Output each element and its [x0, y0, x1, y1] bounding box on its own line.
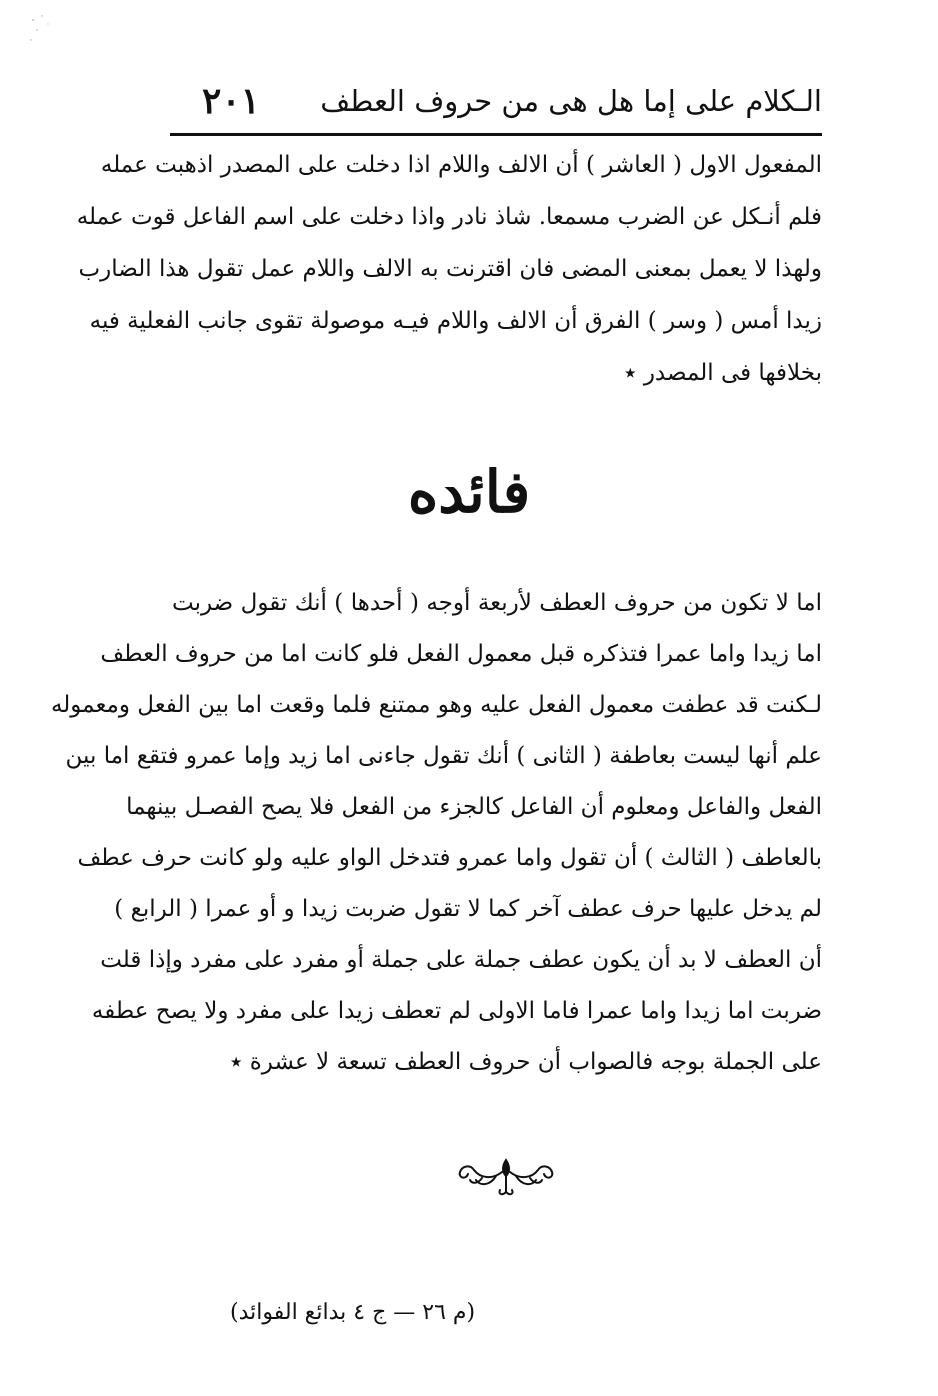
text-line: على الجملة بوجه فالصواب أن حروف العطف تسعة لا عشرة ٭ [229, 1049, 822, 1075]
text-line: بخلافها فى المصدر ٭ [623, 360, 822, 386]
footer-signature: (م ٢٦ — ج ٤ بدائع الفوائد) [230, 1300, 476, 1325]
text-line: علم أنها ليست بعاطفة ( الثانى ) أنك تقول جاءنى اما زيد وإما عمرو فتقع اما بين [65, 743, 822, 769]
text-line: لم يدخل عليها حرف عطف آخر كما لا تقول ضربت زيدا و أو عمرا ( الرابع ) [114, 896, 822, 922]
text-line: أن العطف لا بد أن يكون عطف جملة على جملة أو مفرد على مفرد وإذا قلت [100, 947, 822, 973]
floral-vignette-icon [452, 1154, 560, 1198]
text-line: اما لا تكون من حروف العطف لأربعة أوجه ( أحدها ) أنك تقول ضربت [172, 590, 822, 616]
section-heading: فائده [407, 458, 531, 526]
text-line: لـكنت قد عطفت معمول الفعل عليه وهو ممتنع فلما وقعت اما بين الفعل ومعموله [50, 692, 822, 718]
text-line: المفعول الاول ( العاشر ) أن الالف واللام اذا دخلت على المصدر اذهبت عمله [100, 152, 822, 178]
header-rule [170, 133, 822, 136]
header-title: الـكلام على إما هل هى من حروف العطف [320, 84, 822, 118]
page-number: ٢٠١ [202, 80, 261, 122]
text-line: فلم أنـكل عن الضرب مسمعا. شاذ نادر واذا دخلت على اسم الفاعل قوت عمله [76, 204, 822, 230]
text-line: اما زيدا واما عمرا فتذكره قبل معمول الفعل فلو كانت اما من حروف العطف [100, 641, 822, 667]
text-line: بالعاطف ( الثالث ) أن تقول واما عمرو فتدخل الواو عليه ولو كانت حرف عطف [77, 845, 822, 871]
running-header [172, 82, 822, 130]
scan-specks [28, 12, 68, 52]
text-line: ضربت اما زيدا واما عمرا فاما الاولى لم تعطف زيدا على مفرد ولا يصح عطفه [91, 998, 822, 1024]
text-line: زيدا أمس ( وسر ) الفرق أن الالف واللام فيـه موصولة تقوى جانب الفعلية فيه [89, 308, 822, 334]
text-line: ولهذا لا يعمل بمعنى المضى فان اقترنت به الالف واللام عمل تقول هذا الضارب [78, 256, 822, 282]
text-line: الفعل والفاعل ومعلوم أن الفاعل كالجزء من الفعل فلا يصح الفصـل بينهما [126, 794, 822, 820]
